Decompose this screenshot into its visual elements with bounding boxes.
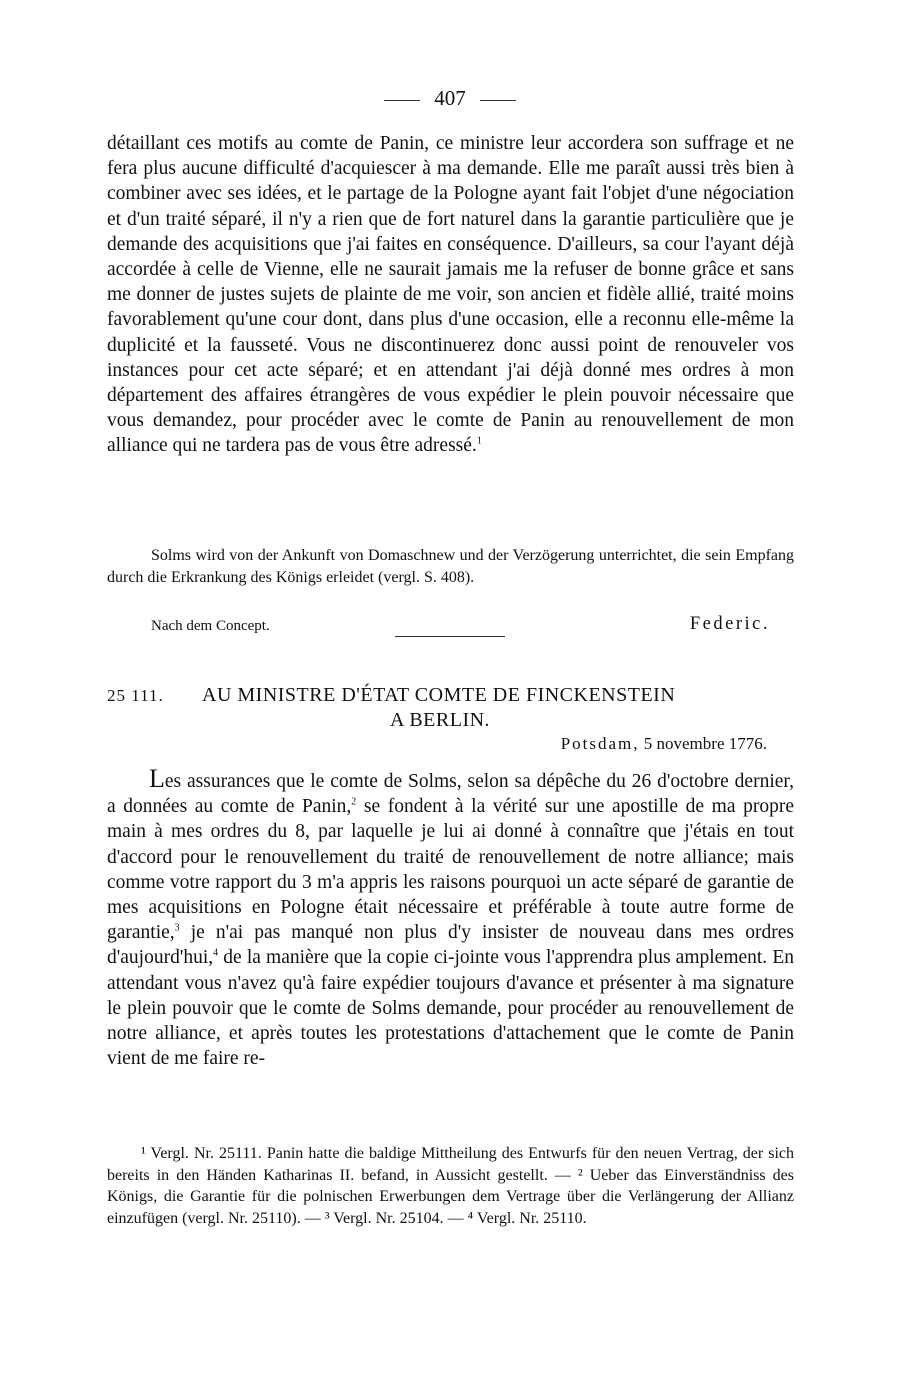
footnotes: [107, 1143, 794, 1229]
page-number: 407: [434, 86, 466, 110]
separator-rule: [395, 636, 505, 637]
letter-number: 25 111.: [107, 686, 164, 705]
dateline: [561, 734, 767, 754]
page-header: [0, 86, 900, 111]
footnote-marker: 1: [476, 435, 482, 447]
letter-continuation: [107, 131, 794, 459]
letter-body: [107, 766, 794, 1071]
paragraph: [107, 131, 794, 459]
header-rule-left: [384, 100, 420, 101]
signature: Federic.: [689, 614, 770, 634]
text-segment: je n'ai pas manqué non plus d'y insister de nouveau dans mes ordres d'aujourd'hui,: [107, 922, 794, 969]
letter-title-line2: A BERLIN.: [390, 709, 491, 731]
initial-letter: L: [149, 764, 165, 793]
dateline-place: Potsdam,: [560, 734, 640, 753]
header-rule-right: [480, 100, 516, 101]
footnote-marker: 3: [174, 922, 180, 934]
dateline-date: 5 novembre 1776.: [643, 734, 767, 753]
source-note: Nach dem Concept.: [151, 618, 270, 634]
paragraph-text: détaillant ces motifs au comte de Panin, ce ministre leur accordera son suffrage et ne fera plus aucune difficulté d'acquiescer à ma demande. Elle me paraît aussi très bien à combiner avec ses idées, et le partage de la Pologne ayant fait l'objet d'une négociation et d'un traité séparé, il n'y a rien que de fort naturel dans la garantie particulière que je demande des acquisitions que j'ai faites en conséquence. D'ailleurs, sa cour l'ayant déjà accordée à celle de Vienne, elle ne saurait jamais me la refuser de bonne grâce et sans me donner de justes sujets de plainte de me voir, son ancien et fidèle allié, traité moins favorablement qu'une cour dont, dans plus d'une occasion, elle a reconnu elle-même la duplicité et la fausseté. Vous ne discontinuerez donc aussi point de renouveler vos instances pour cet acte séparé; et en attendant j'ai déjà donné mes ordres à mon département des affaires étrangères de vous expédier le plein pouvoir nécessaire que vous demandez, pour procéder avec le comte de Panin au renouvellement de mon alliance qui ne tardera pas de vous être adressé.: [107, 133, 794, 457]
paragraph: [107, 766, 794, 1071]
text-segment: es assurances que le comte de Solms, selon sa dépêche du 26 d'octobre dernier, a données au comte de Panin,: [107, 771, 794, 818]
letter-title-line1: AU MINISTRE D'ÉTAT COMTE DE FINCKENSTEIN: [202, 684, 676, 706]
note-text: Solms wird von der Ankunft von Domaschnew und der Verzögerung unterrichtet, die sein Empfang durch die Erkrankung des Königs erleidet (vergl. S. 408).: [107, 547, 794, 586]
text-segment: de la manière que la copie ci-jointe vous l'apprendra plus amplement. En attendant vous n'avez qu'à faire expédier toujours d'avance et présenter à ma signature le plein pouvoir que le comte de Solms demande, pour procéder au renouvellement de notre alliance, et après toutes les protestations d'attachement que le comte de Panin vient de me faire re-: [107, 947, 794, 1070]
footnote-marker: 4: [213, 947, 219, 959]
text-segment: se fondent à la vérité sur une apostille de ma propre main à mes ordres du 8, par laquelle je lui ai donné à connaître que j'étais en tout d'accord pour le renouvellement du traité de renouvellement de notre alliance; mais comme votre rapport du 3 m'a appris les raisons pourquoi un acte séparé de garantie de mes acquisitions en Pologne était nécessaire et préférable à toute autre forme de garantie,: [107, 796, 794, 944]
footnotes-text: ¹ Vergl. Nr. 25111. Panin hatte die baldige Mittheilung des Entwurfs für den neuen Vertrag, der sich bereits in den Händen Katharinas II. befand, in Aussicht gestellt. — ² Ueber das Einverständniss des Königs, die Garantie für die polnischen Erwerbungen dem Vertrage über die Verlängerung der Allianz einzufügen (vergl. Nr. 25110). — ³ Vergl. Nr. 25104. — ⁴ Vergl. Nr. 25110.: [107, 1145, 794, 1227]
editorial-note: [107, 545, 794, 588]
source-line: [107, 614, 794, 640]
footnote-marker: 2: [351, 796, 357, 808]
